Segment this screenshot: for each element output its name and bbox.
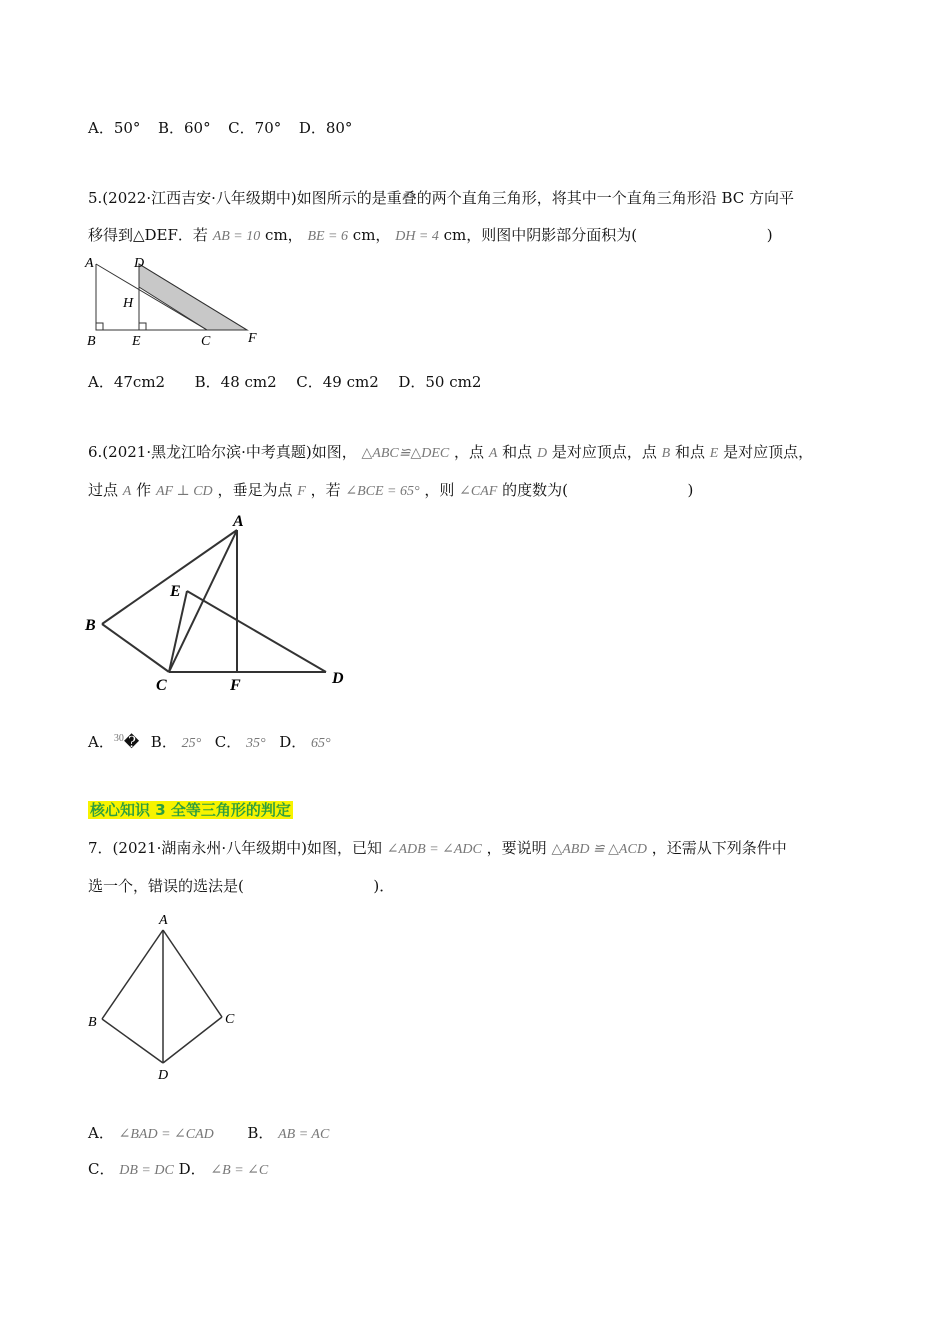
q6-text-f: 是对应顶点， bbox=[723, 443, 814, 461]
q7-seg-cd bbox=[163, 1017, 222, 1063]
q7-text-d: 选一个，错误的选法是( bbox=[88, 877, 244, 895]
q7-figure bbox=[80, 906, 250, 1086]
q6-text-d: 是对应顶点，点 bbox=[551, 443, 657, 461]
q6-option-d-label: D． bbox=[279, 733, 307, 751]
q5-label-h: H bbox=[123, 296, 134, 311]
q7-label-d: D bbox=[158, 1068, 169, 1083]
q5-stem-line2 bbox=[88, 223, 773, 249]
section-title: 核心知识 3 全等三角形的判定 bbox=[90, 801, 291, 819]
q5-right-angle-b bbox=[96, 323, 103, 330]
q6-seg-ce bbox=[169, 591, 187, 672]
q7-seg-ab bbox=[102, 930, 163, 1019]
q7-option-c-value: DB = DC bbox=[119, 1163, 174, 1178]
q7-math-target: △ABD ≌ △ACD bbox=[551, 842, 647, 857]
q5-options bbox=[88, 370, 481, 394]
q6-math-angle: ∠BCE = 65° bbox=[345, 484, 420, 499]
q4-options bbox=[88, 116, 352, 140]
q7-seg-bd bbox=[102, 1019, 163, 1063]
q5-label-b: B bbox=[87, 334, 96, 349]
q6-label-c: C bbox=[156, 677, 167, 694]
q5-right-angle-e bbox=[139, 323, 146, 330]
q7-options-row1 bbox=[88, 1121, 329, 1147]
q5-paren-close: ) bbox=[766, 226, 773, 244]
q6-math-perp: AF ⊥ CD bbox=[155, 484, 213, 499]
q6-seg-ab bbox=[102, 530, 237, 624]
q6-stem-line2 bbox=[88, 478, 693, 504]
q7-option-b-value: AB = AC bbox=[278, 1127, 330, 1142]
q6-label-e: E bbox=[170, 583, 181, 600]
q7-option-c-label: C． bbox=[88, 1160, 115, 1178]
q5-option-b: B．48 cm2 bbox=[194, 373, 277, 391]
q6-text-j: ，若 bbox=[310, 481, 341, 499]
q6-math-a2: A bbox=[122, 484, 132, 499]
q7-stem-line2 bbox=[88, 874, 394, 898]
q5-unit-1: cm， bbox=[265, 226, 303, 244]
q6-option-c-value: 35° bbox=[246, 736, 266, 751]
q7-seg-ac bbox=[163, 930, 222, 1017]
q6-text-a: 6.(2021·黑龙江哈尔滨·中考真题)如图， bbox=[88, 443, 357, 461]
q6-math-cong: △ABC≌△DEC bbox=[361, 446, 450, 461]
q5-label-d: D bbox=[134, 256, 145, 271]
q5-figure bbox=[80, 250, 280, 350]
q5-label-a: A bbox=[85, 256, 94, 271]
q6-text-g: 过点 bbox=[88, 481, 119, 499]
q4-option-b: B．60° bbox=[157, 119, 211, 137]
q7-text-a: 7．(2021·湖南永州·八年级期中)如图，已知 bbox=[88, 839, 382, 857]
q7-option-b-label: B． bbox=[247, 1124, 274, 1142]
q4-option-d: D．80° bbox=[298, 119, 353, 137]
q6-stem-line1 bbox=[88, 440, 813, 466]
q6-text-i: ，垂足为点 bbox=[217, 481, 293, 499]
q5-label-f: F bbox=[248, 331, 257, 346]
q7-text-end: )． bbox=[373, 877, 395, 895]
q5-option-c: C．49 cm2 bbox=[296, 373, 379, 391]
q5-option-d: D．50 cm2 bbox=[398, 373, 482, 391]
section-heading bbox=[88, 798, 293, 822]
q6-label-f: F bbox=[230, 677, 241, 694]
q7-math-given: ∠ADB = ∠ADC bbox=[386, 842, 482, 857]
q6-option-b-label: B． bbox=[150, 733, 177, 751]
q6-text-h: 作 bbox=[136, 481, 152, 499]
q6-math-caf: ∠CAF bbox=[459, 484, 498, 499]
q6-seg-ed bbox=[187, 591, 326, 672]
q7-label-a: A bbox=[159, 913, 168, 928]
q6-seg-bc bbox=[102, 624, 169, 672]
q6-option-a-value: 30 bbox=[113, 733, 124, 744]
q6-label-b: B bbox=[85, 617, 96, 634]
q6-paren-close: ) bbox=[687, 481, 694, 499]
q6-option-c-label: C． bbox=[214, 733, 242, 751]
q7-options-row2 bbox=[88, 1157, 268, 1183]
q7-label-b: B bbox=[88, 1015, 97, 1030]
q7-label-c: C bbox=[225, 1012, 235, 1027]
q6-options bbox=[88, 727, 331, 756]
q7-option-a-label: A． bbox=[88, 1124, 114, 1142]
q5-text-b: cm，则图中阴影部分面积为( bbox=[443, 226, 638, 244]
q6-text-e: 和点 bbox=[675, 443, 706, 461]
q5-stem-line1: 5.(2022·江西吉安·八年级期中)如图所示的是重叠的两个直角三角形，将其中一个直角三角形沿 BC 方向平 bbox=[88, 189, 795, 207]
q6-text-b: ，点 bbox=[454, 443, 485, 461]
q5-option-a: A．47cm2 bbox=[88, 373, 166, 391]
q5-math-dh: DH = 4 bbox=[395, 229, 439, 244]
q6-figure bbox=[80, 508, 360, 698]
q6-option-d-value: 65° bbox=[311, 736, 331, 751]
q7-option-d-label: D． bbox=[178, 1160, 206, 1178]
q6-option-a-label: A． bbox=[88, 733, 114, 751]
q6-text-k: ，则 bbox=[424, 481, 455, 499]
q4-option-a: A．50° bbox=[88, 119, 141, 137]
q6-math-d: D bbox=[536, 446, 548, 461]
q5-unit-2: cm， bbox=[352, 226, 391, 244]
q5-label-c: C bbox=[201, 334, 211, 349]
q6-math-b: B bbox=[661, 446, 671, 461]
q5-text-a: 移得到△DEF．若 bbox=[88, 226, 208, 244]
q7-text-b: ，要说明 bbox=[486, 839, 547, 857]
q7-stem-line1 bbox=[88, 836, 787, 862]
q7-option-a-value: ∠BAD = ∠CAD bbox=[118, 1127, 214, 1142]
q6-math-f: F bbox=[297, 484, 306, 499]
q5-label-e: E bbox=[132, 334, 141, 349]
q6-option-a-glyph: � bbox=[123, 733, 140, 751]
q6-text-c: 和点 bbox=[502, 443, 533, 461]
q4-option-c: C．70° bbox=[228, 119, 282, 137]
q6-label-d: D bbox=[332, 670, 344, 687]
q7-text-c: ，还需从下列条件中 bbox=[651, 839, 787, 857]
q6-math-e: E bbox=[709, 446, 719, 461]
q7-option-d-value: ∠B = ∠C bbox=[210, 1163, 269, 1178]
q6-option-b-value: 25° bbox=[181, 736, 202, 751]
q6-math-a: A bbox=[488, 446, 498, 461]
q5-math-ab: AB = 10 bbox=[212, 229, 261, 244]
q5-math-be: BE = 6 bbox=[307, 229, 349, 244]
q6-label-a: A bbox=[233, 513, 244, 530]
q6-text-l: 的度数为( bbox=[502, 481, 568, 499]
